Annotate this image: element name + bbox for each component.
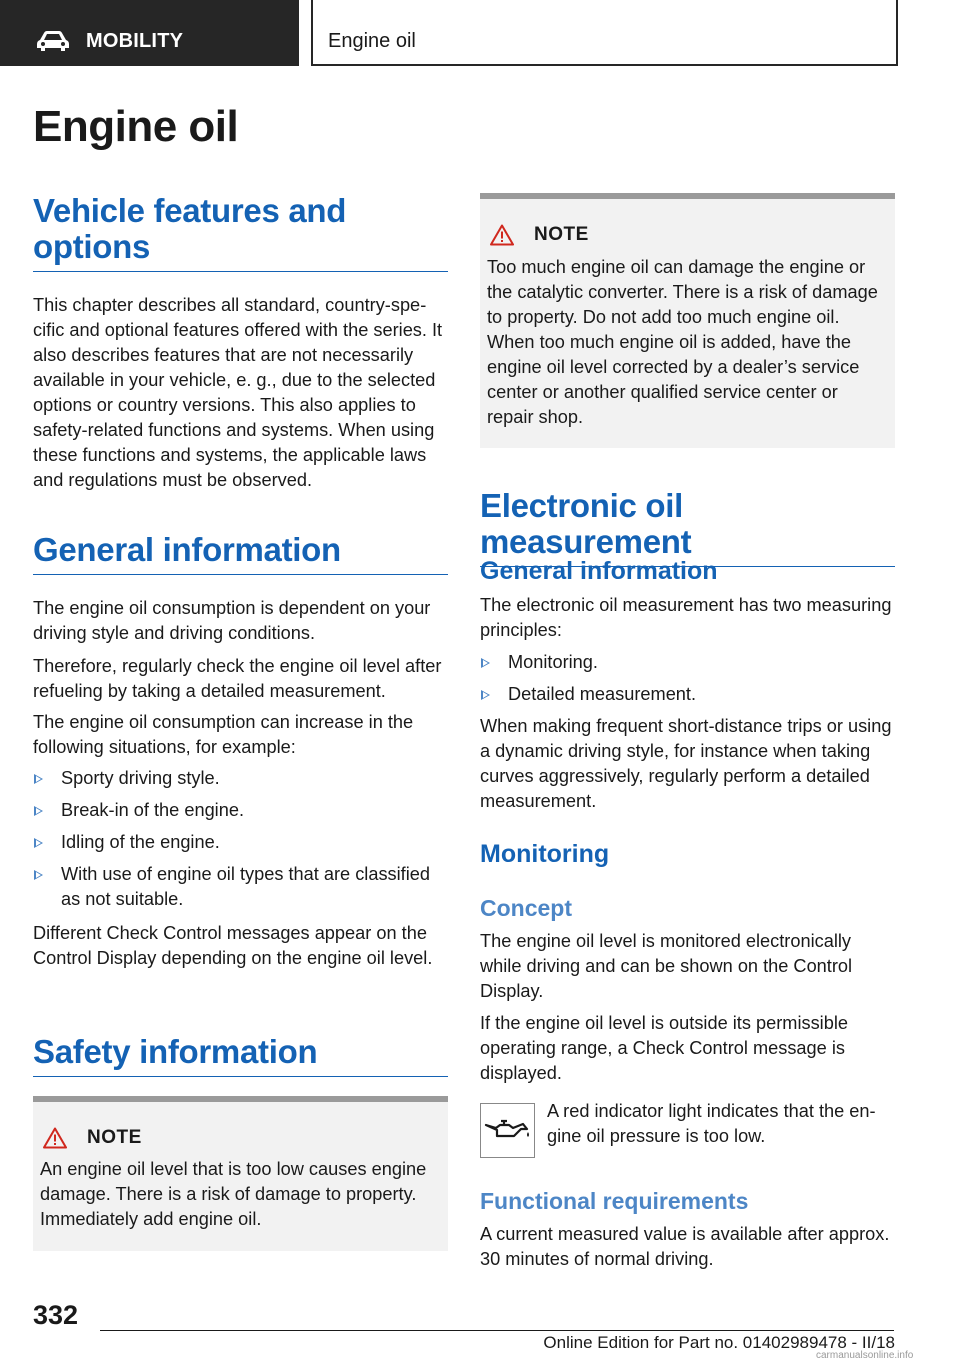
list-item: Break-in of the engine. bbox=[33, 798, 448, 823]
measuring-principles-list bbox=[480, 650, 895, 714]
heading-general-information: General information bbox=[33, 532, 448, 575]
page-number: 332 bbox=[33, 1300, 79, 1330]
concept-p1: The engine oil level is monitored electronically while driving and can be shown on the Control Display. bbox=[480, 931, 853, 1001]
oil-pressure-indicator-box bbox=[480, 1103, 535, 1158]
heading-general-information-right: General information bbox=[480, 557, 718, 585]
indicator-text: A red indicator light indicates that the engine oil pressure is too low. bbox=[547, 1101, 876, 1146]
heading-electronic-oil-measurement: Electronic oil measurement bbox=[480, 488, 895, 567]
heading-vehicle-features: Vehicle features and options bbox=[33, 193, 448, 272]
header-chapter-label: Engine oil bbox=[328, 30, 416, 52]
note-label: NOTE bbox=[87, 1127, 142, 1148]
warning-triangle-icon bbox=[490, 224, 514, 246]
header-section-tab bbox=[0, 0, 299, 66]
bullet-triangle-icon bbox=[34, 870, 43, 880]
consumption-situations-list bbox=[33, 766, 448, 919]
car-icon bbox=[36, 30, 70, 52]
overfill-note-box bbox=[480, 193, 895, 448]
safety-note-box bbox=[33, 1096, 448, 1251]
bullet-triangle-icon bbox=[481, 658, 490, 668]
general-info-p2: Therefore, regularly check the engine oil level after refueling by taking a detailed measurement. bbox=[33, 656, 442, 701]
oil-can-icon bbox=[483, 1117, 533, 1145]
bullet-triangle-icon bbox=[34, 838, 43, 848]
heading-concept: Concept bbox=[480, 895, 572, 921]
footer-divider bbox=[100, 1330, 894, 1331]
heading-safety-information: Safety information bbox=[33, 1034, 448, 1077]
list-item: Sporty driving style. bbox=[33, 766, 448, 791]
heading-monitoring: Monitoring bbox=[480, 840, 610, 868]
general-info-p1: The engine oil consumption is dependent on your driving style and driving conditions. bbox=[33, 598, 431, 643]
electronic-usage-text: When making frequent short-distance trips or using a dynamic driving style, for instance when taking curves aggressively, regularly perform a detailed measurement. bbox=[480, 716, 892, 811]
note-text: Too much engine oil can damage the engine or the catalytic converter. There is a risk of damage to property. Do not add too much engine oil. When too much engine oil is added, have the engine oil level corrected by a dealer’s service center or another qualified service center or repair shop. bbox=[487, 257, 878, 427]
vehicle-features-text: This chapter describes all standard, country-specific and optional features offered with the series. It also describes features that are not necessarily available in your vehicle, e. g., due to the selected options or country versions. This also applies to safety-related functions and systems. When using these functions and systems, the applicable laws and regulations must be observed. bbox=[33, 295, 443, 490]
watermark: carmanualsonline.info bbox=[816, 1350, 914, 1361]
note-label: NOTE bbox=[534, 224, 589, 245]
list-item: Idling of the engine. bbox=[33, 830, 448, 855]
heading-functional-requirements: Functional requirements bbox=[480, 1188, 749, 1214]
list-item: With use of engine oil types that are classified as not suitable. bbox=[33, 862, 448, 912]
bullet-triangle-icon bbox=[34, 806, 43, 816]
note-header bbox=[490, 223, 589, 247]
electronic-general-text: The electronic oil measurement has two measuring principles: bbox=[480, 595, 892, 640]
header-chapter-box bbox=[311, 0, 898, 66]
list-item: Monitoring. bbox=[480, 650, 895, 675]
warning-triangle-icon bbox=[43, 1127, 67, 1149]
list-item: Detailed measurement. bbox=[480, 682, 895, 707]
concept-p2: If the engine oil level is outside its permissible operating range, a Check Control message is displayed. bbox=[480, 1013, 848, 1083]
bullet-triangle-icon bbox=[481, 690, 490, 700]
footer-edition: Online Edition for Part no. 01402989478 - II/18 bbox=[543, 1333, 895, 1352]
general-info-p3: The engine oil consumption can increase in the following situations, for example: bbox=[33, 712, 414, 757]
note-header bbox=[43, 1126, 142, 1150]
bullet-triangle-icon bbox=[34, 774, 43, 784]
header-section-label: MOBILITY bbox=[86, 30, 184, 52]
general-info-p4: Different Check Control messages appear on the Control Display depending on the engine oil level. bbox=[33, 923, 433, 968]
page-title: Engine oil bbox=[33, 102, 239, 151]
note-text: An engine oil level that is too low causes engine damage. There is a risk of damage to property. Immediately add engine oil. bbox=[40, 1159, 427, 1229]
requirements-text: A current measured value is available after approx. 30 minutes of normal driving. bbox=[480, 1224, 890, 1269]
